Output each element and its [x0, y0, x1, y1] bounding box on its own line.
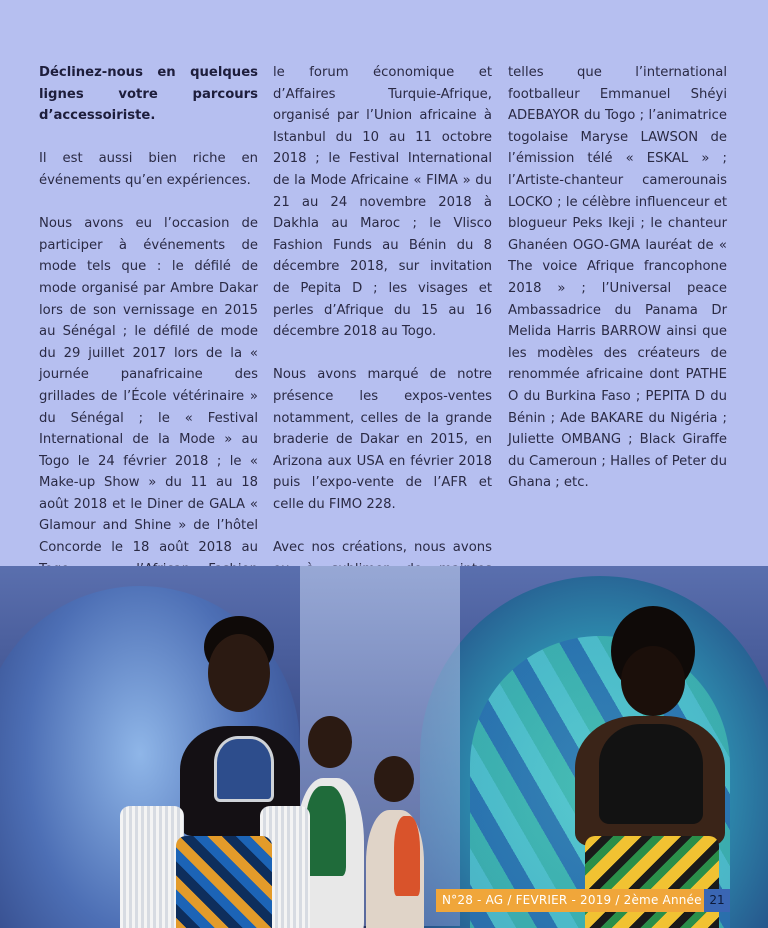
- model-figure: [360, 756, 430, 928]
- paragraph: telles que l’international footballeur Emmanuel Shéyi ADEBAYOR du Togo ; l’animatrice togolaise Maryse LAWSON de l’émission télé « ESKAL » ; l’Artiste-chanteur camerounais LOCKO ; le célèbre influenceur et blogueur Peks Ikeji ; le chanteur Ghanéen OGO-GMA lauréat de « The voice Afrique francophone 2018 » ; l’Universal peace Ambassadrice du Panama Dr Melida Harris BARROW ainsi que les modèles des créateurs de renommée africaine dont PATHE O du Burkina Faso ; PEPITA D du Bénin ; Ade BAKARE du Nigéria ; Juliette OMBANG ; Black Giraffe du Cameroun ; Halles of Peter du Ghana ; etc.: [508, 65, 727, 491]
- model-figure: [555, 606, 745, 928]
- paragraph: Il est aussi bien riche en événements qu’en expériences.: [39, 151, 258, 188]
- paragraph: Nous avons eu l’occasion de participer à événements de mode tels que : le défilé de mode organisé par Ambre Dakar lors de son vernissage en 2015 au Sénégal ; le défilé de mode du 29 juillet 2017 lors de la « journée panafricaine des grillades de l’École vétérinaire » du Sénégal ; le « Festival International de la Mode » au Togo le 24 février 2018 ; le « Make-up Show » du 11 au 18 août 2018 et le Diner de GALA « Glamour and Shine » de l’hôtel Concorde le 18 août 2018 au: [39, 216, 258, 556]
- article-column-3: [508, 62, 727, 515]
- paragraph: le forum économique et d’Affaires Turquie-Afrique, organisé par l’Union africaine à Istanbul du 10 au 11 octobre 2018 ; le Festival International de la Mode Africaine « FIMA » du 21 au 24 novembre 2018 à Dakhla au Maroc ; le Vlisco Fashion Funds au Bénin du 8 décembre 2018, sur invitation de Pepita D ; les visages et perles d’Afrique du 15 au 16 décembre 2018 au Togo.: [273, 65, 492, 340]
- paragraph: Avec nos créations, nous avons: [273, 540, 492, 556]
- page-footer: [436, 889, 730, 912]
- fashion-show-photo: [0, 566, 768, 928]
- page-number: 21: [704, 889, 730, 912]
- article-column-2: [273, 62, 492, 623]
- interview-question: Déclinez-nous en quelques lignes votre parcours d’accessoiriste.: [39, 65, 258, 124]
- model-figure: [110, 616, 320, 928]
- issue-label: N°28 - AG / FEVRIER - 2019 / 2ème Année: [436, 889, 704, 912]
- paragraph: Nous avons marqué de notre présence les expos-ventes notamment, celles de la grande braderie de Dakar en 2015, en Arizona aux USA en février 2018 puis l’expo-vente de l’AFR et celle du FIMO 228.: [273, 367, 492, 512]
